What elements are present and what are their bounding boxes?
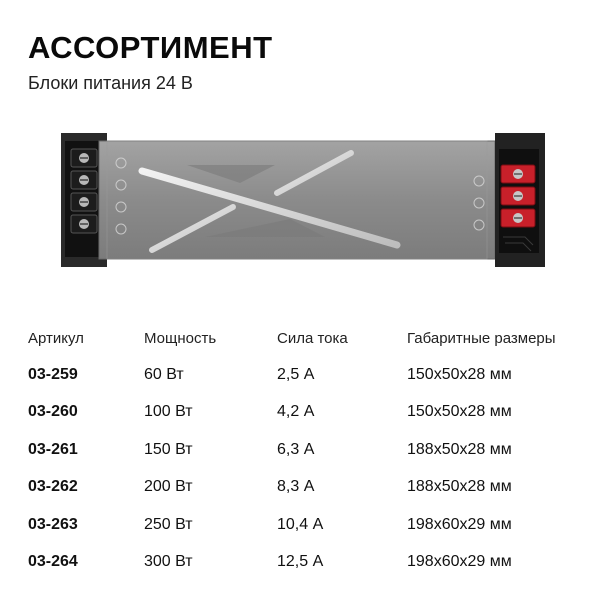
- cell-current: 8,3 А: [277, 478, 315, 496]
- header-current: Сила тока: [277, 329, 348, 347]
- table-row: [28, 356, 588, 394]
- cell-power: 250 Вт: [144, 515, 193, 533]
- cell-power: 100 Вт: [144, 403, 193, 421]
- cell-article: 03-260: [28, 403, 78, 421]
- header-power: Мощность: [144, 329, 217, 347]
- cell-article: 03-261: [28, 440, 78, 458]
- cell-article: 03-259: [28, 365, 78, 383]
- cell-power: 150 Вт: [144, 440, 193, 458]
- table-row: [28, 544, 588, 582]
- table-row: [28, 506, 588, 544]
- cell-article: 03-264: [28, 553, 78, 571]
- power-supply-image: [55, 125, 550, 275]
- cell-article: 03-263: [28, 515, 78, 533]
- table-header-row: [28, 320, 588, 356]
- cell-dimensions: 188х50х28 мм: [407, 440, 512, 458]
- product-table: [28, 320, 588, 581]
- cell-dimensions: 150х50х28 мм: [407, 403, 512, 421]
- header-dimensions: Габаритные размеры: [407, 329, 556, 347]
- cell-current: 4,2 А: [277, 403, 315, 421]
- housing: [99, 141, 495, 259]
- header-article: Артикул: [28, 329, 84, 347]
- cell-current: 12,5 А: [277, 553, 324, 571]
- table-row: [28, 394, 588, 432]
- cell-power: 300 Вт: [144, 553, 193, 571]
- cell-current: 2,5 А: [277, 365, 315, 383]
- cell-article: 03-262: [28, 478, 78, 496]
- page-subtitle: Блоки питания 24 В: [28, 73, 193, 93]
- cell-dimensions: 150х50х28 мм: [407, 365, 512, 383]
- page-title: АССОРТИМЕНТ: [28, 30, 273, 65]
- cell-current: 6,3 А: [277, 440, 315, 458]
- cell-power: 200 Вт: [144, 478, 193, 496]
- cell-power: 60 Вт: [144, 365, 184, 383]
- table-row: [28, 469, 588, 507]
- cell-dimensions: 198х60х29 мм: [407, 515, 512, 533]
- cell-dimensions: 188х50х28 мм: [407, 478, 512, 496]
- cell-dimensions: 198х60х29 мм: [407, 553, 512, 571]
- table-row: [28, 431, 588, 469]
- right-terminal-block: [495, 133, 545, 267]
- cell-current: 10,4 А: [277, 515, 324, 533]
